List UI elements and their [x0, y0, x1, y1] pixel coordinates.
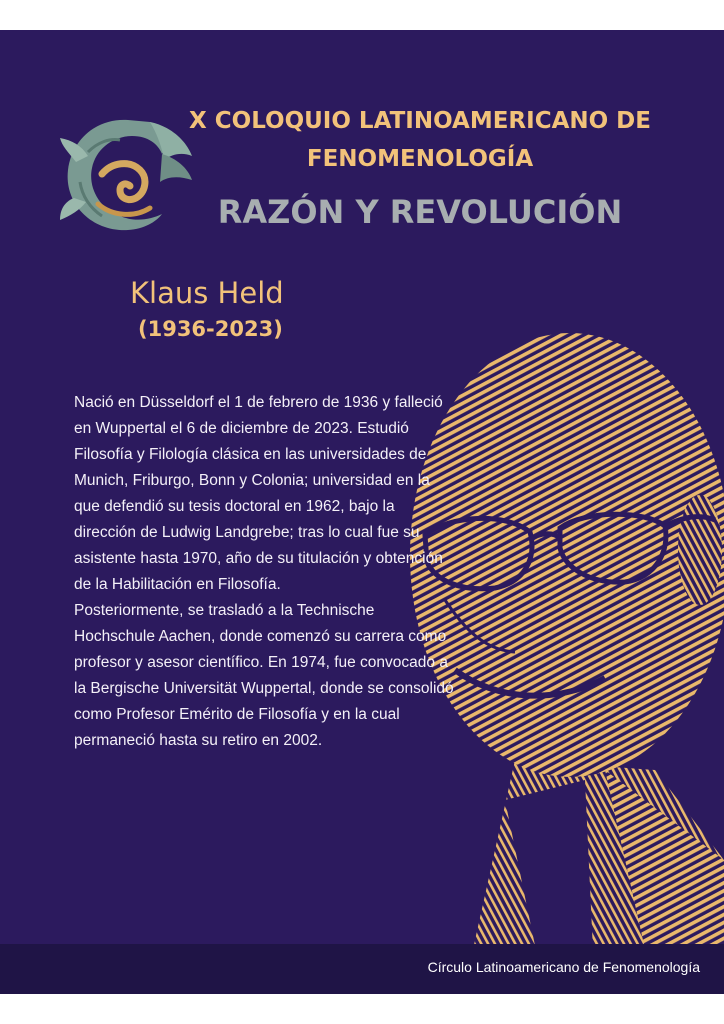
biography	[74, 390, 454, 754]
footer-organization: Círculo Latinoamericano de Fenomenología	[427, 959, 700, 975]
bio-paragraph-1: Nació en Düsseldorf el 1 de febrero de 1936 y falleció en Wuppertal el 6 de diciembre de 2023. Estudió Filosofía y Filología clásica en las universidades de Munich, Friburgo, Bonn y Colonia; universidad en la que defendió su tesis doctoral en 1962, bajo la dirección de Ludwig Landgrebe; tras lo cual fue su asistente hasta 1970, año de su titulación y obtención de la Habilitación en Filosofía.	[74, 394, 443, 593]
footer-bar	[0, 944, 724, 994]
event-subtitle: RAZÓN Y REVOLUCIÓN	[217, 193, 623, 231]
person-dates: (1936-2023)	[138, 317, 283, 341]
title-line-1: X COLOQUIO LATINOAMERICANO DE	[189, 108, 651, 134]
person-name: Klaus Held	[130, 276, 284, 310]
bio-paragraph-2: Posteriormente, se trasladó a la Technische Hochschule Aachen, donde comenzó su carrera como profesor y asesor científico. En 1974, fue convocado a la Bergische Universität Wuppertal, donde se consolidó como Profesor Emérito de Filosofía y en la cual permaneció hasta su retiro en 2002.	[74, 602, 454, 749]
title-line-2: FENOMENOLOGÍA	[306, 146, 534, 172]
event-title	[150, 102, 690, 178]
poster	[0, 30, 724, 994]
